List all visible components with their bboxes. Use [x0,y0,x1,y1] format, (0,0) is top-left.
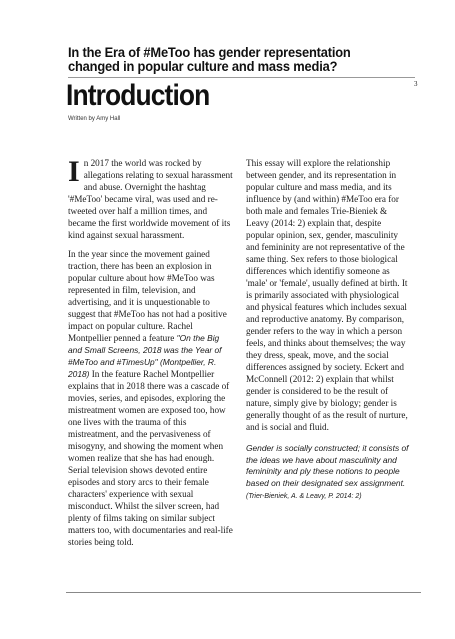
feature-citation: "On the Big and Small Screens, 2018 was the Year of #MeToo and #TimesUp" (Montpellier, R. 2018) [68,333,222,379]
byline: Written by Amy Hall [68,116,121,122]
body-paragraph: This essay will explore the relationship between gender, and its representation in popular culture and mass media, and its influence by (and within) #MeToo era for both male and females Trie-Bieniek & Leavy (2014: 2) explain that, despite popular opinion, sex, gender, masculinity and femininity are not representative of the same thing. Sex refers to those biological differences which identifiy someone as 'male' or 'female', usually defined at birth. It is primarily associated with physiological and physical features which includes sexual and reproductive anatomy. By comparison, gender refers to the way in which a person feels, and thinks about themselves; the way they dress, speak, move, and the social differences assigned by society. Eckert and McConnell (2012: 2) explain that whilst gender is considered to be the result of nature, simply give by biology; gender is generally thought of as the result of nurture, and is social and fluid. [246,158,408,432]
footer-divider [66,592,421,593]
pull-quote: Gender is socially constructed; it consists of the ideas we have about masculinity and femininity and ply these notions to people based on their designated sex assignment. [246,443,409,488]
body-paragraph [68,248,233,548]
drop-cap: I [68,155,80,188]
left-column [68,157,233,555]
article-series-title: In the Era of #MeToo has gender representation changed in popular culture and mass media? [68,44,351,74]
paragraph-text-after-citation: In the feature Rachel Montpellier explains that in 2018 there was a cascade of movies, series, and episodes, exploring the mistreatment women are exposed too, how one lives with the trauma of this mistreatment, and the pervasiveness of misogyny, and showing the moment when women realize that she has had enough. Serial television shows devoted entire episodes and story arcs to their female characters' experience with sexual misconduct. Whilst the silver screen, had plenty of films taking on similar subject matters too, with documentaries and real-life stories being told. [68,369,233,547]
page-number: 3 [414,80,418,88]
quote-citation: (Trier-Bieniek, A. & Leavy, P. 2014: 2) [246,493,362,500]
intro-paragraph [68,157,233,241]
right-column [246,157,411,502]
paragraph-text-before-citation: In the year since the movement gained traction, there has been an explosion in popular culture about how #MeToo was represented in film, television, and advertising, and it is unquestionable to suggest that #MeToo has not had a positive impact on popular culture. Rachel Montpellier penned a feature [68,249,227,343]
section-heading: Introduction [66,79,210,112]
intro-paragraph-text: n 2017 the world was rocked by allegations relating to sexual harassment and abuse. Overnight the hashtag '#MeToo' became viral, was used and re-tweeted over half a million times, and became the first worldwide movement of its kind against sexual harassment. [68,158,233,240]
